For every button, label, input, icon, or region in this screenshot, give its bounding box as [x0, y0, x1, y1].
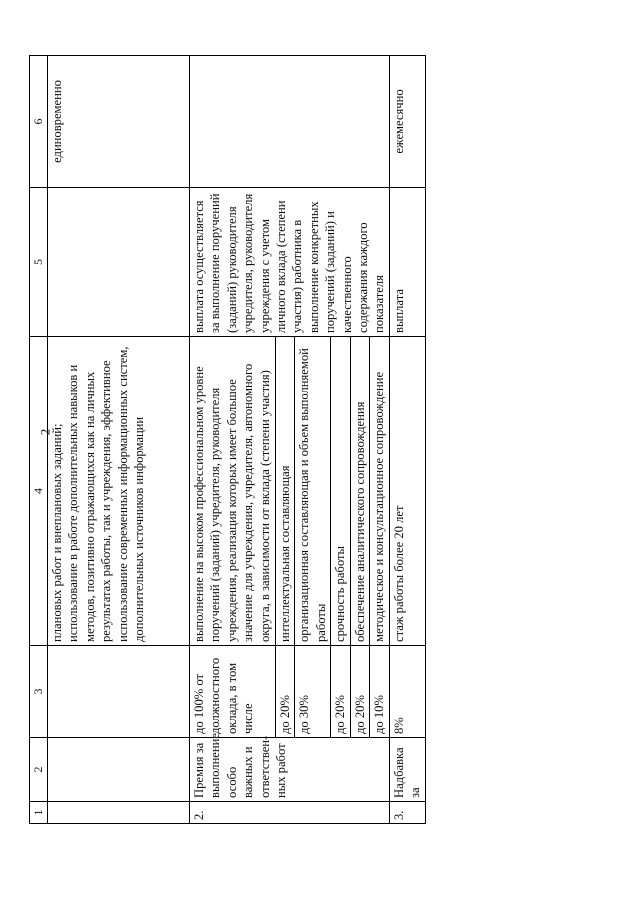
cont-conditions — [48, 188, 190, 337]
row3-name: Надбавка за — [389, 738, 425, 802]
row2-sub-text: организационная составляющая и объем выполняемой работы — [295, 337, 331, 646]
row2-sub-text: интеллектуальная составляющая — [275, 337, 295, 646]
continuation-row — [48, 56, 190, 824]
row2-criterion: выполнение на высоком профессиональном уровне поручений (заданий) учредителя, руководителя учреждения, реализация которых имеет большое значение для учреждения, учредителя, автономного округа, в зависимости от вклада (степени участия) — [190, 337, 276, 646]
header-row — [30, 56, 48, 824]
header-col-4: 4 — [30, 337, 48, 646]
row2-conditions: выплата осуществляется за выполнение поручений (заданий) руководителя учредителя, руководителя учреждения с учетом личного вклада (степени участия) работника в выполнение конкретных поручений (заданий) и качественного содержания каждого показателя — [190, 188, 390, 337]
row2-period — [190, 56, 390, 188]
rotated-table-frame — [29, 56, 545, 824]
row2-amount: до 100% от должностного оклада, в том числе — [190, 646, 276, 738]
row3-amount: 8% — [389, 646, 425, 738]
page-number: 2 — [37, 428, 53, 436]
row2-name: Премия за выполнение особо важных и ответствен-ных работ — [190, 738, 390, 802]
row3-period: ежемесячно — [389, 56, 425, 188]
row-3 — [389, 56, 425, 824]
header-col-1: 1 — [30, 802, 48, 824]
row2-sub-amount: до 20% — [275, 646, 295, 738]
row2-sub-text: обеспечение аналитического сопровождения — [350, 337, 370, 646]
cont-name — [48, 738, 190, 802]
row2-sub-amount: до 10% — [370, 646, 390, 738]
header-col-3: 3 — [30, 646, 48, 738]
row2-sub-amount: до 30% — [295, 646, 331, 738]
row2-sub-amount: до 20% — [350, 646, 370, 738]
row-2 — [190, 56, 276, 824]
row3-conditions: выплата — [389, 188, 425, 337]
row2-num: 2. — [190, 802, 390, 824]
cont-period: единовременно — [48, 56, 190, 188]
cont-amount — [48, 646, 190, 738]
row2-sub-text: срочность работы — [331, 337, 351, 646]
header-col-5: 5 — [30, 188, 48, 337]
row2-sub-text: методическое и консультационное сопровождение — [370, 337, 390, 646]
row3-criterion: стаж работы более 20 лет — [389, 337, 425, 646]
row2-sub-amount: до 20% — [331, 646, 351, 738]
header-col-6: 6 — [30, 56, 48, 188]
cont-num — [48, 802, 190, 824]
cont-criterion: плановых работ и внеплановых заданий; использование в работе дополнительных навыков и методов, позитивно отражающихся как на личных результатах работы, так и учреждения, эффективное использование современных информационных систем, дополнительных источников информации — [48, 337, 190, 646]
row3-num: 3. — [389, 802, 425, 824]
header-col-2: 2 — [30, 738, 48, 802]
bonus-table — [29, 55, 426, 824]
